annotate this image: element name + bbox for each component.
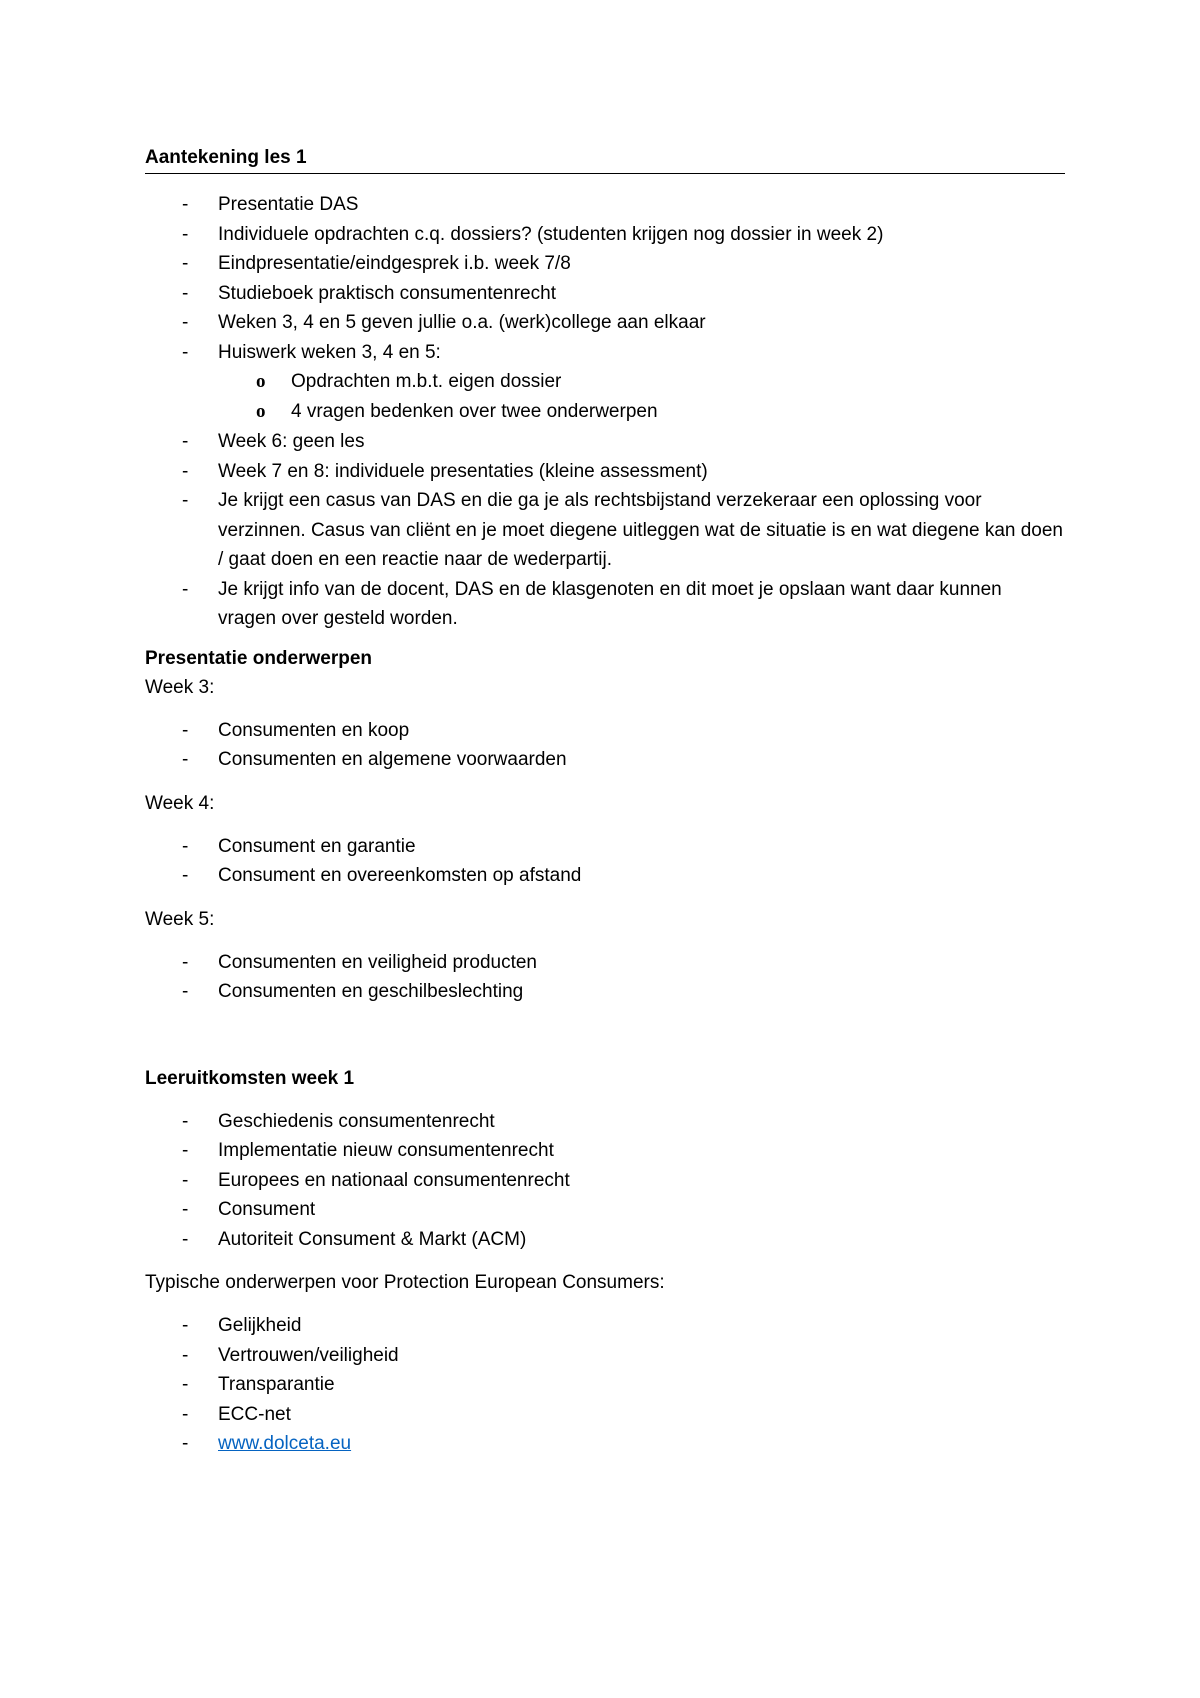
list-item: - Presentatie DAS	[145, 190, 1065, 220]
week-label: Week 4:	[145, 792, 215, 814]
dash-bullet: -	[182, 719, 189, 741]
list-item: - Week 6: geen les	[145, 427, 1065, 457]
circle-bullet: o	[256, 371, 266, 392]
dash-bullet: -	[182, 1228, 189, 1250]
leeruitkomsten-list	[145, 1107, 1065, 1255]
list-item: - Consumenten en algemene voorwaarden	[145, 745, 1065, 775]
dash-bullet: -	[182, 1110, 189, 1132]
week5-list	[145, 948, 1065, 1007]
page-title: Aantekening les 1	[145, 146, 1065, 174]
list-item: - Je krijgt een casus van DAS en die ga je als rechtsbijstand verzekeraar een oplossing voor verzinnen. Casus van cliënt en je moet diegene uitleggen wat de situatie is en wat diegene kan doen / gaat doen en een reactie naar de wederpartij.	[145, 486, 1065, 575]
list-item: - ECC-net	[145, 1400, 1065, 1430]
dash-bullet: -	[182, 223, 189, 245]
list-item: - Autoriteit Consument & Markt (ACM)	[145, 1225, 1065, 1255]
dash-bullet: -	[182, 981, 189, 1002]
section-heading-leeruitkomsten: Leeruitkomsten week 1	[145, 1067, 355, 1089]
list-item: - Consument en overeenkomsten op afstand	[145, 861, 1065, 891]
week3-list	[145, 716, 1065, 775]
list-item: - Transparantie	[145, 1370, 1065, 1400]
dash-bullet: -	[182, 578, 189, 600]
notes-list	[145, 190, 1065, 367]
week-label: Week 5:	[145, 908, 215, 930]
section-heading-presentatie: Presentatie onderwerpen	[145, 647, 373, 669]
sub-list-item: o Opdrachten m.b.t. eigen dossier	[218, 367, 1065, 397]
list-item: - Week 7 en 8: individuele presentaties (kleine assessment)	[145, 457, 1065, 487]
notes-list-continued	[145, 427, 1065, 634]
dash-bullet: -	[182, 749, 189, 770]
homework-sublist	[145, 367, 1065, 427]
dash-bullet: -	[182, 951, 189, 973]
list-item: - Individuele opdrachten c.q. dossiers? (studenten krijgen nog dossier in week 2)	[145, 220, 1065, 250]
dash-bullet: -	[182, 1374, 189, 1395]
dash-bullet: -	[182, 1199, 189, 1220]
list-item: - Weken 3, 4 en 5 geven jullie o.a. (werk)college aan elkaar	[145, 308, 1065, 338]
typische-heading: Typische onderwerpen voor Protection European Consumers:	[145, 1272, 665, 1293]
list-item: - Consument en garantie	[145, 832, 1065, 862]
list-item: - Vertrouwen/veiligheid	[145, 1341, 1065, 1371]
dash-bullet: -	[182, 1169, 189, 1191]
dash-bullet: -	[182, 312, 189, 333]
dash-bullet: -	[182, 1315, 189, 1336]
dash-bullet: -	[182, 835, 189, 857]
dash-bullet: -	[182, 1140, 189, 1161]
dolceta-link[interactable]: www.dolceta.eu	[218, 1433, 352, 1454]
dash-bullet: -	[182, 341, 189, 363]
list-item: - Huiswerk weken 3, 4 en 5:	[145, 338, 1065, 368]
document-content	[145, 146, 1065, 1459]
list-item: - Consument	[145, 1195, 1065, 1225]
dash-bullet: -	[182, 194, 189, 215]
dash-bullet: -	[182, 865, 189, 886]
week4-list	[145, 832, 1065, 891]
dash-bullet: -	[182, 490, 189, 511]
list-item: - Consumenten en koop	[145, 716, 1065, 746]
dash-bullet: -	[182, 1403, 189, 1425]
list-item: - Consumenten en veiligheid producten	[145, 948, 1065, 978]
list-item: - Consumenten en geschilbeslechting	[145, 977, 1065, 1007]
list-item: - Studieboek praktisch consumentenrecht	[145, 279, 1065, 309]
week-label: Week 3:	[145, 676, 215, 698]
dash-bullet: -	[182, 1344, 189, 1366]
list-item: - Gelijkheid	[145, 1311, 1065, 1341]
sub-list-item: o 4 vragen bedenken over twee onderwerpen	[218, 397, 1065, 427]
circle-bullet: o	[256, 401, 266, 422]
dash-bullet: -	[182, 1433, 189, 1454]
dash-bullet: -	[182, 431, 189, 452]
list-item: - Europees en nationaal consumentenrecht	[145, 1166, 1065, 1196]
list-item: - Je krijgt info van de docent, DAS en de klasgenoten en dit moet je opslaan want daar kunnen vragen over gesteld worden.	[145, 575, 1065, 634]
typische-list	[145, 1311, 1065, 1459]
dash-bullet: -	[182, 282, 189, 304]
list-item: - Eindpresentatie/eindgesprek i.b. week 7/8	[145, 249, 1065, 279]
list-item	[145, 1429, 1065, 1459]
dash-bullet: -	[182, 253, 189, 274]
list-item: - Implementatie nieuw consumentenrecht	[145, 1136, 1065, 1166]
list-item: - Geschiedenis consumentenrecht	[145, 1107, 1065, 1137]
dash-bullet: -	[182, 460, 189, 482]
